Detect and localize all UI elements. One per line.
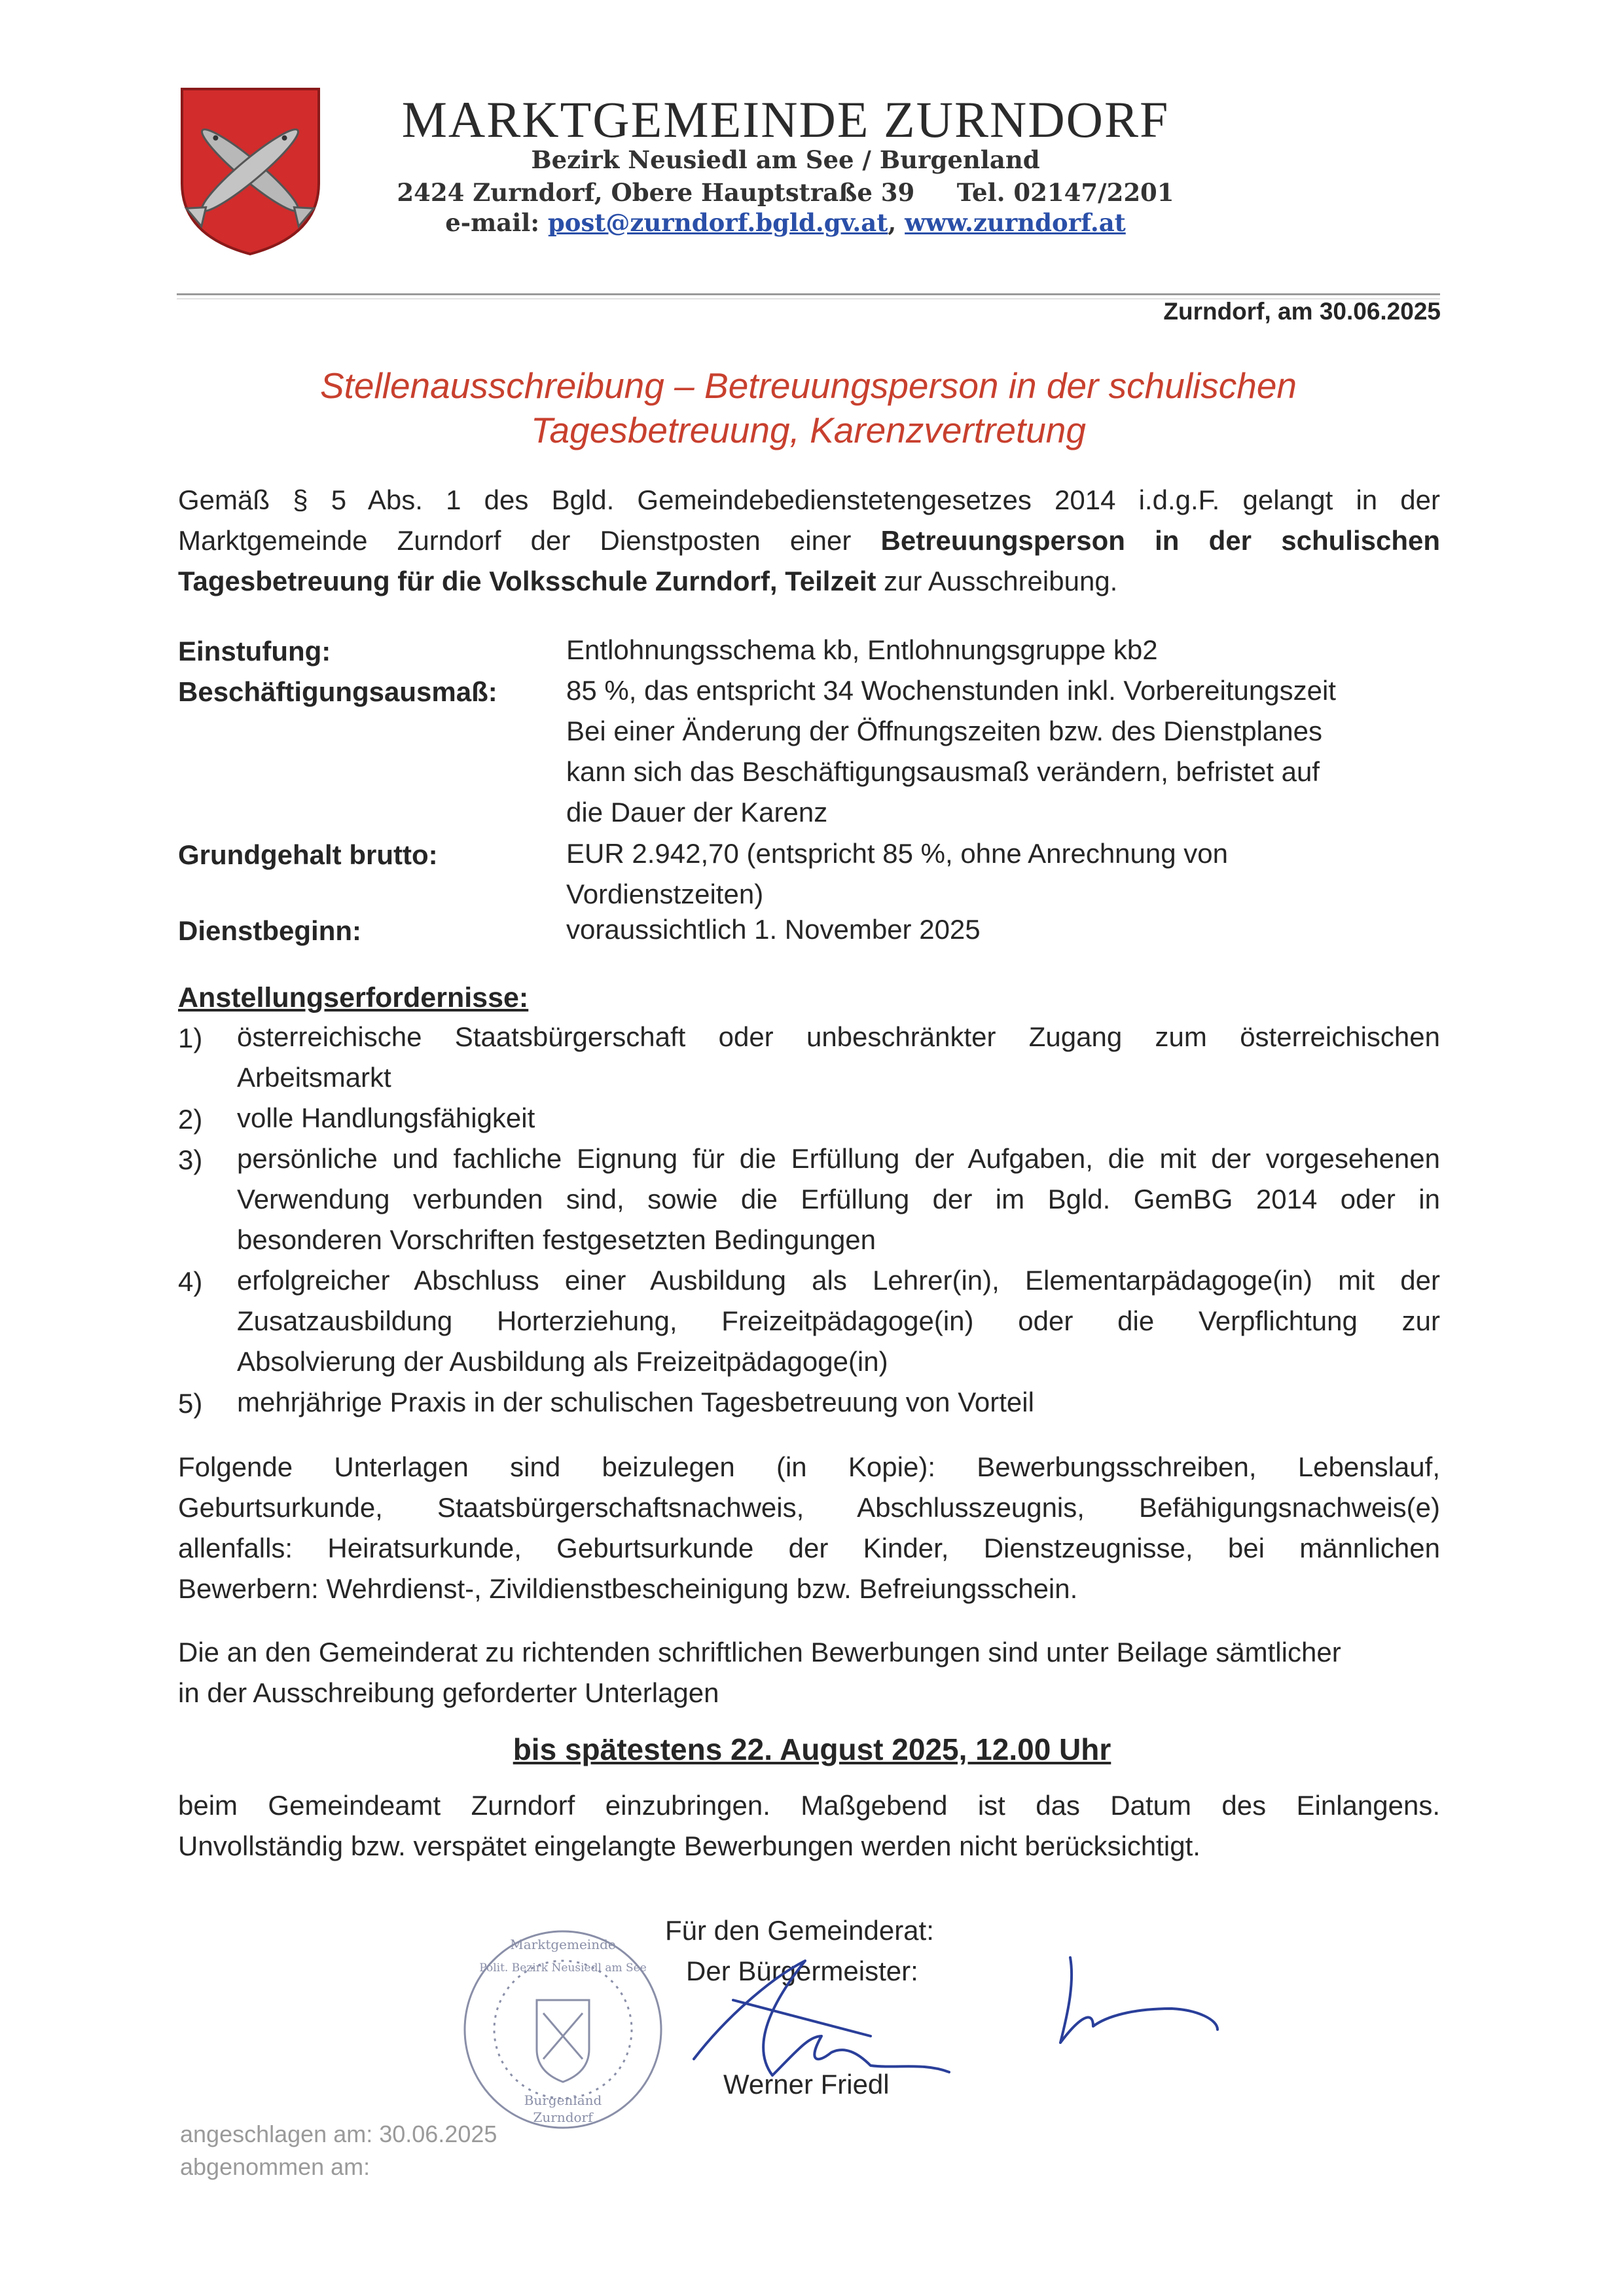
- signature-for: Für den Gemeinderat:: [665, 1915, 934, 1946]
- requirement-number: 2): [178, 1104, 203, 1135]
- intro-line-3-text: zur Ausschreibung.: [876, 566, 1118, 596]
- requirement-line: persönliche und fachliche Eignung für die Erfüllung der Aufgaben, die mit der vorgesehenen: [237, 1143, 1440, 1174]
- detail-value-line: Bei einer Änderung der Öffnungszeiten bzw. des Dienstplanes: [566, 716, 1322, 746]
- detail-value-line: 85 %, das entspricht 34 Wochenstunden inkl. Vorbereitungszeit: [566, 675, 1336, 706]
- detail-value-einstufung: [566, 630, 1437, 670]
- official-seal-stamp: [452, 1922, 674, 2138]
- seal-ring-last: Zurndorf: [533, 2109, 593, 2125]
- headline-line-2: Tagesbetreuung, Karenzvertretung: [531, 410, 1086, 450]
- submission-line: in der Ausschreibung geforderter Unterlagen: [178, 1677, 719, 1708]
- documents-paragraph: [178, 1447, 1440, 1609]
- email-label: e-mail:: [445, 208, 540, 237]
- requirement-line: Verwendung verbunden sind, sowie die Erfüllung der im Bgld. GemBG 2014 oder in: [237, 1184, 1440, 1214]
- address-line: [327, 178, 1244, 207]
- submission-closing: [178, 1785, 1440, 1867]
- detail-value-line: die Dauer der Karenz: [566, 797, 828, 828]
- requirement-line: besonderen Vorschriften festgesetzten Bedingungen: [237, 1224, 876, 1255]
- detail-value-line: EUR 2.942,70 (entspricht 85 %, ohne Anrechnung von: [566, 838, 1228, 869]
- requirement-item: [237, 1139, 1440, 1260]
- seal-ring-bottom: Burgenland: [524, 2092, 602, 2108]
- requirement-number: 3): [178, 1144, 203, 1175]
- requirement-line: Arbeitsmarkt: [237, 1062, 391, 1093]
- headline-line-1: Stellenausschreibung – Betreuungsperson in der schulischen: [319, 365, 1297, 406]
- submission-line: Unvollständig bzw. verspätet eingelangte Bewerbungen werden nicht berücksichtigt.: [178, 1831, 1200, 1861]
- signer-name: Werner Friedl: [723, 2069, 890, 2100]
- requirements-heading: Anstellungserfordernisse:: [178, 982, 529, 1013]
- address: 2424 Zurndorf, Obere Hauptstraße 39: [397, 178, 915, 207]
- intro-line-2-bold: Betreuungsperson in der schulischen: [880, 525, 1440, 556]
- phone: Tel. 02147/2201: [956, 178, 1174, 207]
- separator: ,: [888, 208, 897, 237]
- submission-line: beim Gemeindeamt Zurndorf einzubringen. Maßgebend ist das Datum des Einlangens.: [178, 1790, 1440, 1821]
- detail-value-beschaeftigungsausmass: [566, 670, 1437, 833]
- requirement-item: [237, 1098, 1440, 1139]
- submission-line: Die an den Gemeinderat zu richtenden schriftlichen Bewerbungen sind unter Beilage sämtlicher: [178, 1637, 1341, 1667]
- requirement-item: [237, 1382, 1440, 1423]
- requirement-line: erfolgreicher Abschluss einer Ausbildung als Lehrer(in), Elementarpädagoge(in) mit der: [237, 1265, 1440, 1296]
- requirement-number: 5): [178, 1388, 203, 1419]
- posting-note: [180, 2118, 497, 2183]
- requirement-line: volle Handlungsfähigkeit: [237, 1102, 535, 1133]
- submission-paragraph: [178, 1632, 1440, 1713]
- requirement-line: österreichische Staatsbürgerschaft oder unbeschränkter Zugang zum österreichischen: [237, 1021, 1440, 1052]
- document-headline: [177, 363, 1440, 452]
- intro-paragraph: [178, 480, 1440, 602]
- detail-label-dienstbeginn: Dienstbeginn:: [178, 915, 361, 946]
- documents-line: allenfalls: Heiratsurkunde, Geburtsurkunde der Kinder, Dienstzeugnisse, bei männlichen: [178, 1533, 1440, 1563]
- signature-role: Der Bürgermeister:: [686, 1956, 918, 1986]
- requirement-number: 4): [178, 1266, 203, 1297]
- requirement-item: [237, 1017, 1440, 1098]
- requirement-line: mehrjährige Praxis in der schulischen Tagesbetreuung von Vorteil: [237, 1387, 1034, 1417]
- requirement-line: Zusatzausbildung Horterziehung, Freizeitpädagoge(in) oder die Verpflichtung zur: [237, 1305, 1440, 1336]
- seal-ring-mid: Polit. Bezirk Neusiedl am See: [479, 1961, 647, 1975]
- document-date: Zurndorf, am 30.06.2025: [1163, 298, 1441, 325]
- detail-label-beschaeftigungsausmass: Beschäftigungsausmaß:: [178, 676, 497, 707]
- intro-line-2: [178, 520, 1440, 561]
- municipality-title: MARKTGEMEINDE ZURNDORF: [401, 91, 1170, 148]
- detail-label-einstufung: Einstufung:: [178, 636, 331, 666]
- coat-of-arms-icon: [177, 85, 324, 259]
- detail-label-grundgehalt: Grundgehalt brutto:: [178, 839, 438, 870]
- removed-date: abgenommen am:: [180, 2153, 370, 2180]
- website-link[interactable]: www.zurndorf.at: [905, 208, 1126, 237]
- requirement-number: 1): [178, 1023, 203, 1053]
- requirement-line: Absolvierung der Ausbildung als Freizeitpädagoge(in): [237, 1346, 888, 1377]
- letterhead-divider: [177, 293, 1440, 295]
- intro-line-1: Gemäß § 5 Abs. 1 des Bgld. Gemeindebedienstetengesetzes 2014 i.d.g.F. gelangt in der: [178, 484, 1440, 515]
- seal-ring-top: Marktgemeinde: [510, 1937, 616, 1952]
- intro-line-2-text: Marktgemeinde Zurndorf der Dienstposten einer: [178, 525, 881, 556]
- detail-value-line: Vordienstzeiten): [566, 879, 764, 909]
- email-link[interactable]: post@zurndorf.bgld.gv.at: [547, 208, 888, 237]
- documents-line: Bewerbern: Wehrdienst-, Zivildienstbescheinigung bzw. Befreiungsschein.: [178, 1573, 1078, 1604]
- detail-value-grundgehalt: [566, 833, 1437, 915]
- documents-line: Folgende Unterlagen sind beizulegen (in Kopie): Bewerbungsschreiben, Lebenslauf,: [178, 1451, 1440, 1482]
- detail-value-dienstbeginn: [566, 909, 1437, 950]
- detail-value-line: voraussichtlich 1. November 2025: [566, 914, 981, 945]
- intro-line-3-bold: Tagesbetreuung für die Volksschule Zurndorf, Teilzeit: [178, 566, 876, 596]
- application-deadline: bis spätestens 22. August 2025, 12.00 Uhr: [513, 1732, 1111, 1766]
- handwritten-signature: [674, 1938, 1250, 2095]
- posted-date: angeschlagen am: 30.06.2025: [180, 2121, 497, 2147]
- requirement-item: [237, 1260, 1440, 1382]
- contact-line: [327, 208, 1244, 237]
- documents-line: Geburtsurkunde, Staatsbürgerschaftsnachweis, Abschlusszeugnis, Befähigungsnachweis(e): [178, 1492, 1440, 1523]
- district-line: Bezirk Neusiedl am See / Burgenland: [531, 145, 1040, 174]
- detail-value-line: Entlohnungsschema kb, Entlohnungsgruppe kb2: [566, 634, 1158, 665]
- detail-value-line: kann sich das Beschäftigungsausmaß verändern, befristet auf: [566, 756, 1320, 787]
- intro-line-3: [178, 561, 1440, 602]
